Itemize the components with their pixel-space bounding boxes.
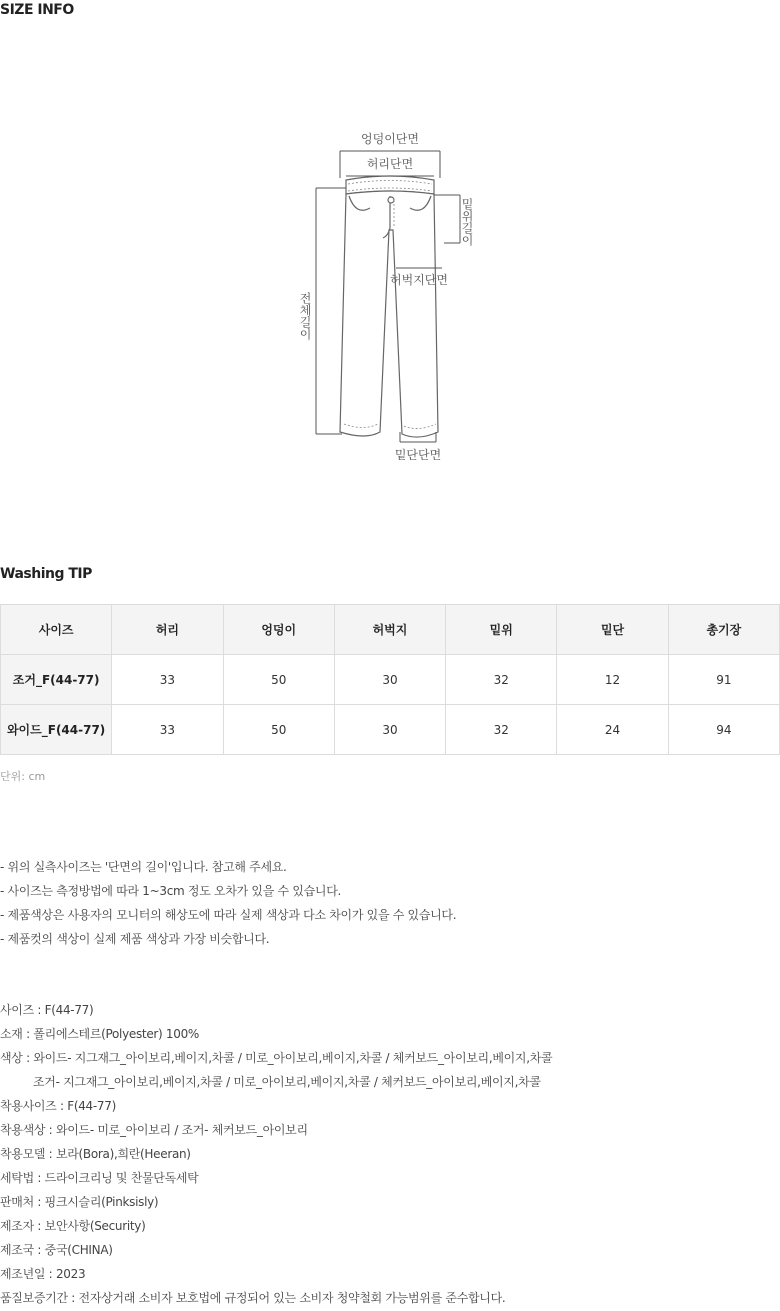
spec-worn-color: 착용색상 : 와이드- 미로_아이보리 / 조거- 체커보드_아이보리	[0, 1123, 308, 1137]
hem-label: 밑단단면	[394, 448, 442, 462]
note-item: - 제품색상은 사용자의 모니터의 해상도에 따라 실제 색상과 다소 차이가 있을 수 있습니다.	[0, 908, 457, 922]
table-cell: 32	[446, 655, 557, 705]
spec-country: 제조국 : 중국(CHINA)	[0, 1243, 113, 1257]
rise-label: 밑위길이	[460, 198, 474, 246]
table-cell: 91	[668, 655, 779, 705]
pants-outline	[340, 176, 438, 437]
table-cell: 94	[668, 705, 779, 755]
product-specs	[0, 998, 552, 1310]
table-cell: 33	[112, 705, 223, 755]
table-cell: 30	[334, 655, 445, 705]
spec-seller: 판매처 : 핑크시슬리(Pinksisly)	[0, 1195, 159, 1209]
waist-label: 허리단면	[366, 157, 414, 171]
table-cell: 32	[446, 705, 557, 755]
thigh-label: 허벅지단면	[390, 273, 448, 287]
table-cell: 33	[112, 655, 223, 705]
row-size-label: 조거_F(44-77)	[1, 655, 112, 705]
spec-warranty: 품질보증기간 : 전자상거래 소비자 보호법에 규정되어 있는 소비자 청약철회 가능범위를 준수합니다.	[0, 1291, 506, 1305]
pants-size-diagram	[0, 120, 780, 480]
header-waist: 허리	[112, 605, 223, 655]
washing-tip-title: Washing TIP	[0, 566, 92, 582]
table-cell: 50	[223, 655, 334, 705]
size-table	[0, 604, 780, 755]
size-info-title: SIZE INFO	[0, 2, 74, 18]
spec-maker: 제조자 : 보안사항(Security)	[0, 1219, 146, 1233]
table-cell: 12	[557, 655, 668, 705]
table-row	[1, 655, 780, 705]
header-size: 사이즈	[1, 605, 112, 655]
unit-note: 단위: cm	[0, 770, 46, 783]
row-size-label: 와이드_F(44-77)	[1, 705, 112, 755]
note-item: - 위의 실측사이즈는 '단면의 길이'입니다. 참고해 주세요.	[0, 860, 287, 874]
spec-year: 제조년일 : 2023	[0, 1267, 86, 1281]
table-cell: 30	[334, 705, 445, 755]
header-hem: 밑단	[557, 605, 668, 655]
note-item: - 사이즈는 측정방법에 따라 1~3cm 정도 오차가 있을 수 있습니다.	[0, 884, 342, 898]
table-header-row	[1, 605, 780, 655]
header-thigh: 허벅지	[334, 605, 445, 655]
header-rise: 밑위	[446, 605, 557, 655]
note-item: - 제품컷의 색상이 실제 제품 색상과 가장 비슷합니다.	[0, 932, 270, 946]
spec-worn-size: 착용사이즈 : F(44-77)	[0, 1099, 116, 1113]
header-hip: 엉덩이	[223, 605, 334, 655]
spec-color: 색상 : 와이드- 지그재그_아이보리,베이지,차콜 / 미로_아이보리,베이지,차콜 / 체커보드_아이보리,베이지,차콜	[0, 1051, 553, 1065]
spec-model: 착용모델 : 보라(Bora),희란(Heeran)	[0, 1147, 191, 1161]
total-length-label: 전체길이	[298, 292, 312, 340]
hip-label: 엉덩이단면	[361, 132, 419, 146]
spec-material: 소재 : 폴리에스테르(Polyester) 100%	[0, 1027, 200, 1041]
spec-size: 사이즈 : F(44-77)	[0, 1003, 94, 1017]
spec-color-continued: 조거- 지그재그_아이보리,베이지,차콜 / 미로_아이보리,베이지,차콜 / 체커보드_아이보리,베이지,차콜	[33, 1075, 541, 1089]
spec-washing: 세탁법 : 드라이크리닝 및 찬물단독세탁	[0, 1171, 199, 1185]
size-notes	[0, 855, 456, 951]
table-cell: 24	[557, 705, 668, 755]
table-cell: 50	[223, 705, 334, 755]
header-total-length: 총기장	[668, 605, 779, 655]
table-row	[1, 705, 780, 755]
